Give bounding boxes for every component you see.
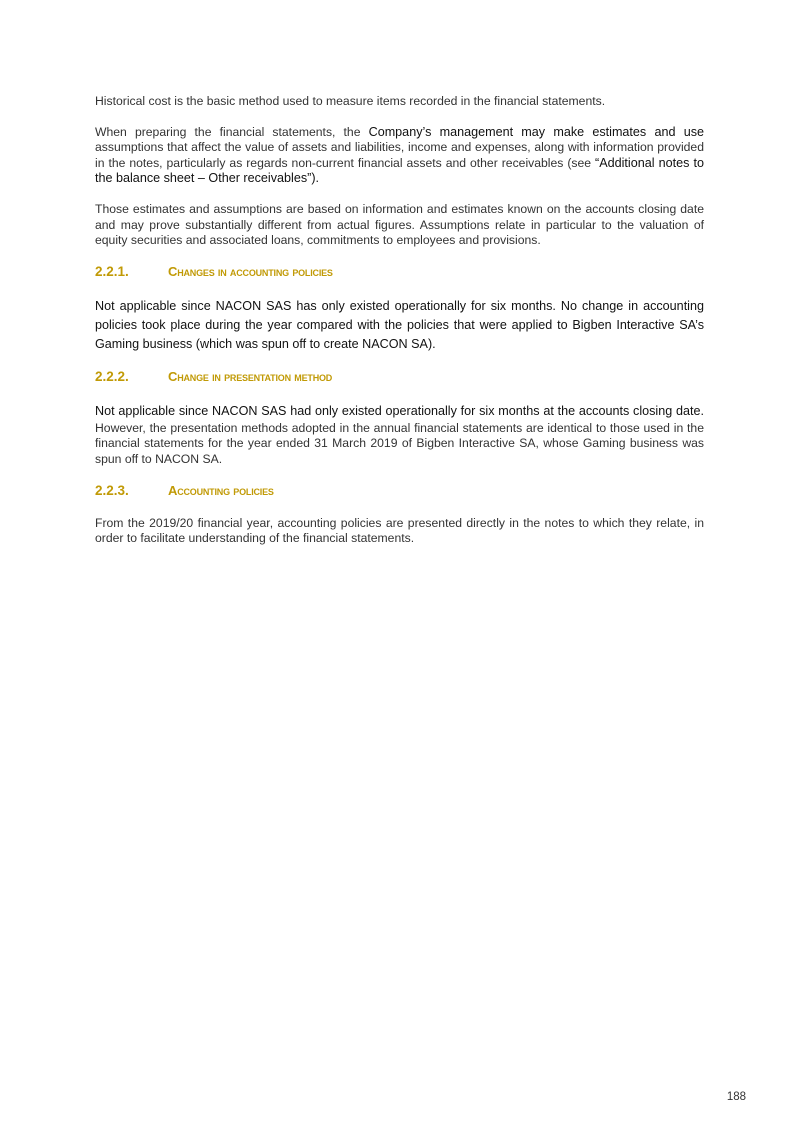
- section-body-2-2-3: From the 2019/20 financial year, accounting policies are presented directly in the notes to which they relate, in order to facilitate understanding of the financial statements.: [95, 515, 704, 546]
- section-body-2-2-2-part-1: Not applicable since NACON SAS had only existed operationally for six months at the accounts closing date.: [95, 403, 704, 418]
- paragraph-estimates: [95, 125, 704, 187]
- paragraph-assumptions: Those estimates and assumptions are based on information and estimates known on the accounts closing date and may prove substantially different from actual figures. Assumptions relate in particular to the valuation of equity securities and associated loans, commitments to employees and provisions.: [95, 201, 704, 248]
- section-title: Accounting policies: [168, 482, 274, 498]
- paragraph-estimates-part-1: When preparing the financial statements, the: [95, 124, 369, 139]
- section-body-2-2-2-part-2: However, the presentation methods adopted in the annual financial statements are identical to those used in the financial statements for the year ended 31 March 2019 of Bigben Interactive SA, whose Gaming business was spun off to NACON SA.: [95, 420, 704, 466]
- document-page: [95, 94, 704, 562]
- paragraph-historical-cost: Historical cost is the basic method used to measure items recorded in the financial statements.: [95, 94, 606, 108]
- section-title: Changes in accounting policies: [168, 263, 333, 279]
- section-heading-2-2-1: [95, 264, 704, 279]
- section-title: Change in presentation method: [168, 368, 333, 384]
- section-number: 2.2.1.: [95, 263, 129, 279]
- section-body-2-2-2: [95, 402, 704, 468]
- paragraph-estimates-part-3: assumptions that affect the value of assets and liabilities, income and expenses, along with information provided in the notes, particularly as regards non-current financial assets and other receivables (see: [95, 140, 704, 170]
- section-number: 2.2.3.: [95, 482, 129, 498]
- paragraph-estimates-part-4: “Additional notes to the balance sheet – Other receivables”).: [95, 155, 704, 186]
- paragraph-estimates-part-2: Company’s management may make estimates and use: [368, 124, 704, 139]
- section-body-2-2-1: Not applicable since NACON SAS has only existed operationally for six months. No change in accounting policies took place during the year compared with the policies that were applied to Bigben Interactive SA’s Gaming business (which was spun off to create NACON SA).: [95, 298, 704, 351]
- section-heading-2-2-3: [95, 483, 704, 498]
- section-number: 2.2.2.: [95, 368, 129, 384]
- section-heading-2-2-2: [95, 369, 704, 384]
- page-number: 188: [726, 1091, 746, 1103]
